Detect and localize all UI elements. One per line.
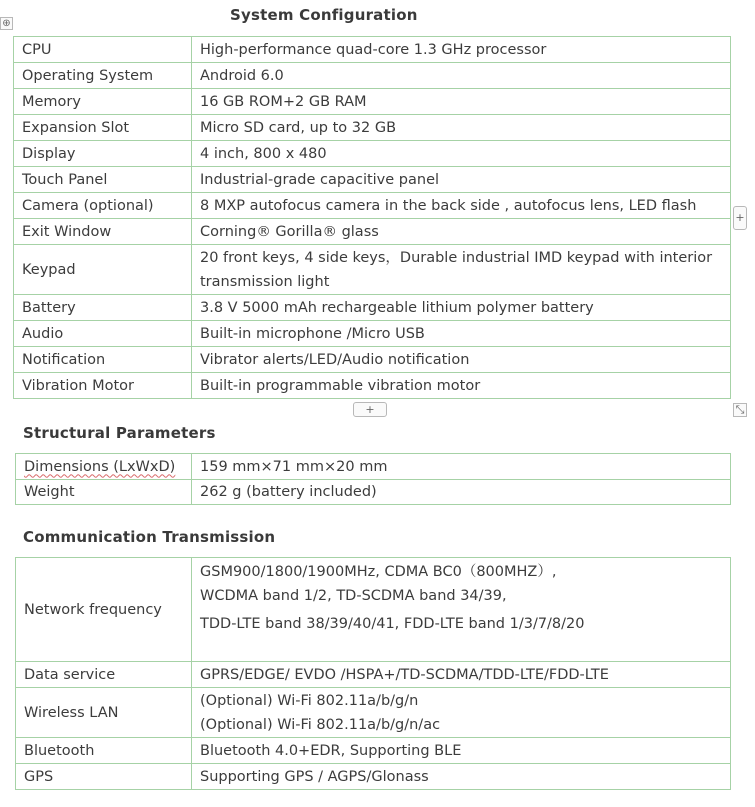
row-label: Network frequency — [16, 558, 192, 662]
row-label: Wireless LAN — [16, 688, 192, 738]
value-line: (Optional) Wi-Fi 802.11a/b/g/n/ac — [200, 716, 441, 733]
row-value: 159 mm×71 mm×20 mm — [192, 454, 731, 480]
table-row — [14, 89, 731, 115]
row-label: Expansion Slot — [14, 115, 192, 141]
value-line: transmission light — [200, 273, 330, 290]
row-value: GPRS/EDGE/ EVDO /HSPA+/TD-SCDMA/TDD-LTE/FDD-LTE — [192, 662, 731, 688]
row-value: Bluetooth 4.0+EDR, Supporting BLE — [192, 738, 731, 764]
value-line: 20 front keys, 4 side keys，Durable industrial IMD keypad with interior — [200, 249, 713, 266]
table-row — [14, 141, 731, 167]
table-row — [14, 321, 731, 347]
table-row — [14, 245, 731, 295]
row-value: Android 6.0 — [192, 63, 731, 89]
add-column-button[interactable]: + — [733, 206, 747, 230]
row-label: Exit Window — [14, 219, 192, 245]
row-label: Vibration Motor — [14, 373, 192, 399]
row-label: CPU — [14, 37, 192, 63]
table-move-handle[interactable]: ⊕ — [0, 17, 13, 30]
row-label: Weight — [16, 480, 192, 505]
value-line: TDD-LTE band 38/39/40/41, FDD-LTE band 1/3/7/8/20 — [200, 616, 585, 632]
row-label: Keypad — [14, 245, 192, 295]
table-row — [14, 63, 731, 89]
structural-parameters-heading: Structural Parameters — [23, 424, 216, 442]
table-row — [14, 373, 731, 399]
row-label: Audio — [14, 321, 192, 347]
row-value: 262 g (battery included) — [192, 480, 731, 505]
value-line: (Optional) Wi-Fi 802.11a/b/g/n — [200, 692, 419, 709]
row-value: Supporting GPS / AGPS/Glonass — [192, 764, 731, 790]
row-label: Battery — [14, 295, 192, 321]
row-label: Touch Panel — [14, 167, 192, 193]
row-label: Data service — [16, 662, 192, 688]
row-value — [192, 245, 731, 295]
table-row — [14, 167, 731, 193]
row-value: Industrial-grade capacitive panel — [192, 167, 731, 193]
row-label: Memory — [14, 89, 192, 115]
table-row — [14, 193, 731, 219]
add-row-button[interactable]: + — [353, 402, 387, 417]
dimensions-label: Dimensions (LxWxD) — [24, 458, 176, 475]
row-value: Micro SD card, up to 32 GB — [192, 115, 731, 141]
table-row — [14, 347, 731, 373]
table-row — [16, 662, 731, 688]
table-row — [14, 115, 731, 141]
row-value: Built-in programmable vibration motor — [192, 373, 731, 399]
table-resize-handle[interactable]: ⤡ — [733, 403, 747, 417]
table-row — [16, 738, 731, 764]
row-label: Display — [14, 141, 192, 167]
row-value: Corning® Gorilla® glass — [192, 219, 731, 245]
row-value: 8 MXP autofocus camera in the back side , autofocus lens, LED flash — [192, 193, 731, 219]
table-row — [14, 37, 731, 63]
row-label: Operating System — [14, 63, 192, 89]
row-value — [192, 688, 731, 738]
row-value: 3.8 V 5000 mAh rechargeable lithium polymer battery — [192, 295, 731, 321]
row-label: Bluetooth — [16, 738, 192, 764]
row-label: GPS — [16, 764, 192, 790]
row-label: Notification — [14, 347, 192, 373]
table-row — [16, 558, 731, 662]
table-row — [16, 480, 731, 505]
table-row — [16, 764, 731, 790]
system-configuration-heading: System Configuration — [230, 6, 418, 24]
communication-transmission-table — [15, 557, 731, 790]
row-label — [16, 454, 192, 480]
row-value: 16 GB ROM+2 GB RAM — [192, 89, 731, 115]
row-value — [192, 558, 731, 662]
row-value: Vibrator alerts/LED/Audio notification — [192, 347, 731, 373]
row-value: Built-in microphone /Micro USB — [192, 321, 731, 347]
structural-parameters-table — [15, 453, 731, 505]
table-row — [16, 688, 731, 738]
row-value: 4 inch, 800 x 480 — [192, 141, 731, 167]
value-line: WCDMA band 1/2, TD-SCDMA band 34/39, — [200, 588, 507, 604]
table-row — [14, 295, 731, 321]
table-row — [16, 454, 731, 480]
row-label: Camera (optional) — [14, 193, 192, 219]
row-value: High-performance quad-core 1.3 GHz processor — [192, 37, 731, 63]
table-row — [14, 219, 731, 245]
value-line: GSM900/1800/1900MHz, CDMA BC0（800MHZ）, — [200, 564, 557, 580]
system-configuration-table — [13, 36, 731, 399]
communication-transmission-heading: Communication Transmission — [23, 528, 276, 546]
